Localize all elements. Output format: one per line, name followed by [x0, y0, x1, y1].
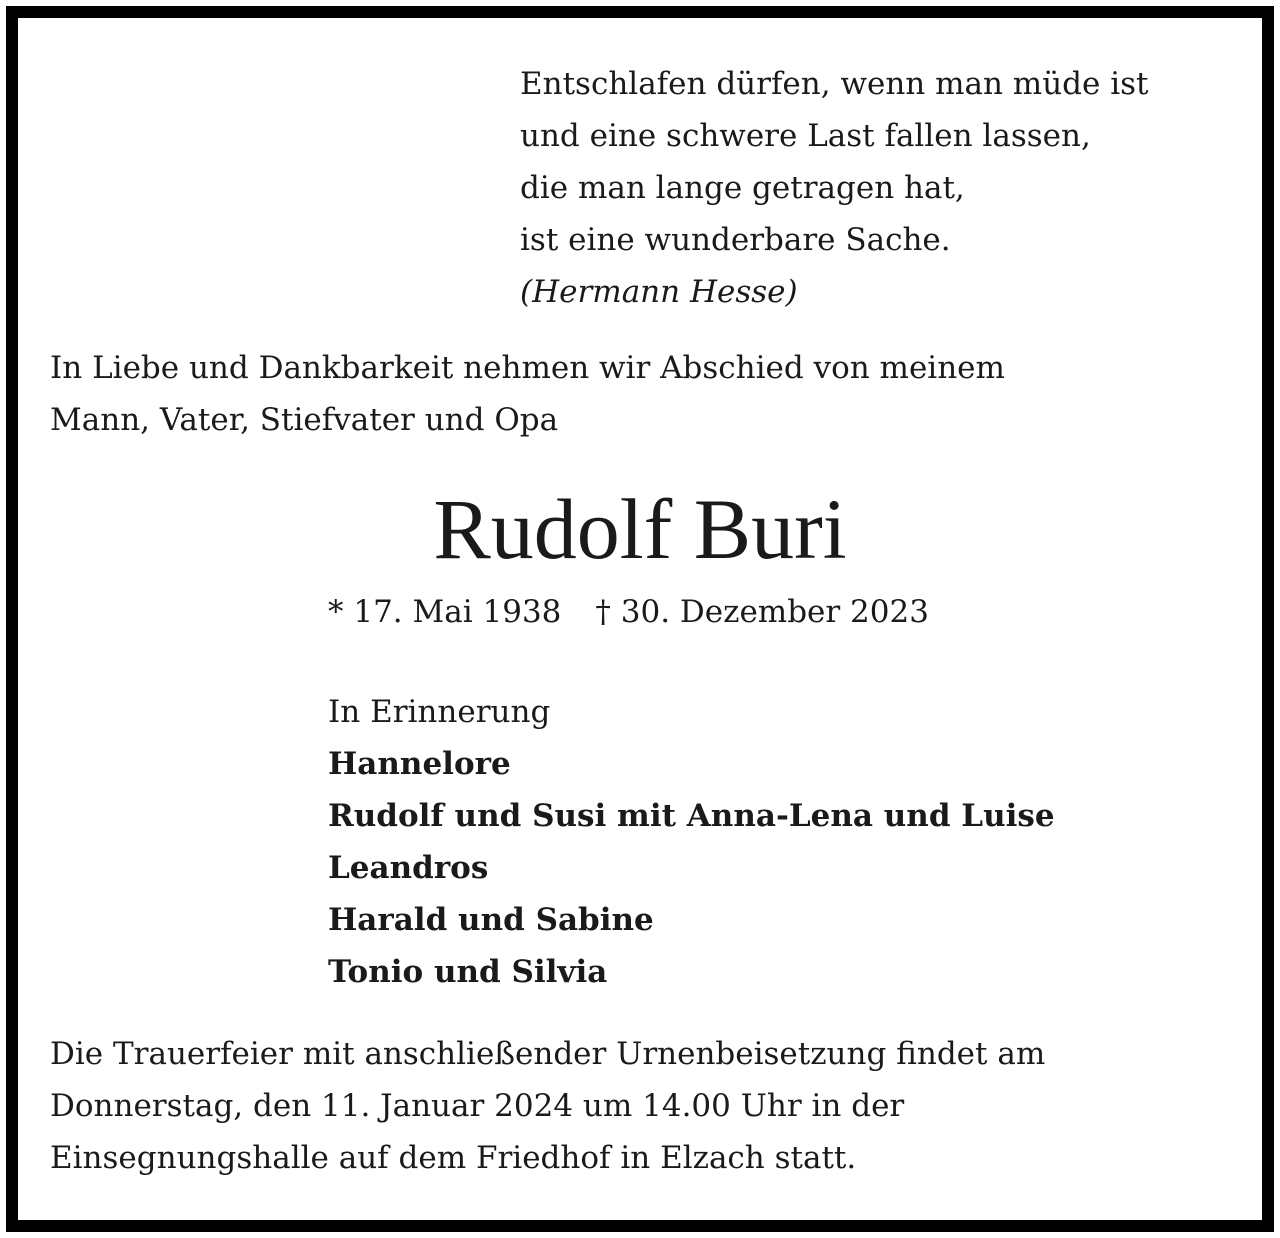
funeral-line: Einsegnungshalle auf dem Friedhof in Elzach statt.: [50, 1140, 857, 1176]
farewell-intro: [50, 342, 1005, 446]
funeral-line: Donnerstag, den 11. Januar 2024 um 14.00 Uhr in der: [50, 1088, 905, 1124]
mourner-name: Hannelore: [328, 746, 511, 782]
mourners-heading: In Erinnerung: [328, 694, 551, 730]
mourners-list: [328, 686, 1055, 998]
intro-line: In Liebe und Dankbarkeit nehmen wir Abschied von meinem: [50, 350, 1005, 386]
poem-author: (Hermann Hesse): [520, 274, 798, 310]
intro-line: Mann, Vater, Stiefvater und Opa: [50, 402, 559, 438]
death-date: † 30. Dezember 2023: [595, 594, 929, 630]
mourner-name: Leandros: [328, 850, 489, 886]
deceased-name: Rudolf Buri: [433, 481, 847, 577]
poem-line: Entschlafen dürfen, wenn man müde ist: [520, 66, 1149, 102]
poem-line: ist eine wunderbare Sache.: [520, 222, 951, 258]
funeral-line: Die Trauerfeier mit anschließender Urnenbeisetzung findet am: [50, 1036, 1046, 1072]
life-dates: [328, 586, 929, 638]
mourner-name: Tonio und Silvia: [328, 954, 608, 990]
poem-line: und eine schwere Last fallen lassen,: [520, 118, 1091, 154]
poem-line: die man lange getragen hat,: [520, 170, 965, 206]
funeral-notice: [50, 1028, 1045, 1184]
mourner-name: Rudolf und Susi mit Anna-Lena und Luise: [328, 798, 1055, 834]
birth-date: * 17. Mai 1938: [328, 594, 562, 630]
poem-quote: [520, 58, 1149, 318]
mourner-name: Harald und Sabine: [328, 902, 654, 938]
